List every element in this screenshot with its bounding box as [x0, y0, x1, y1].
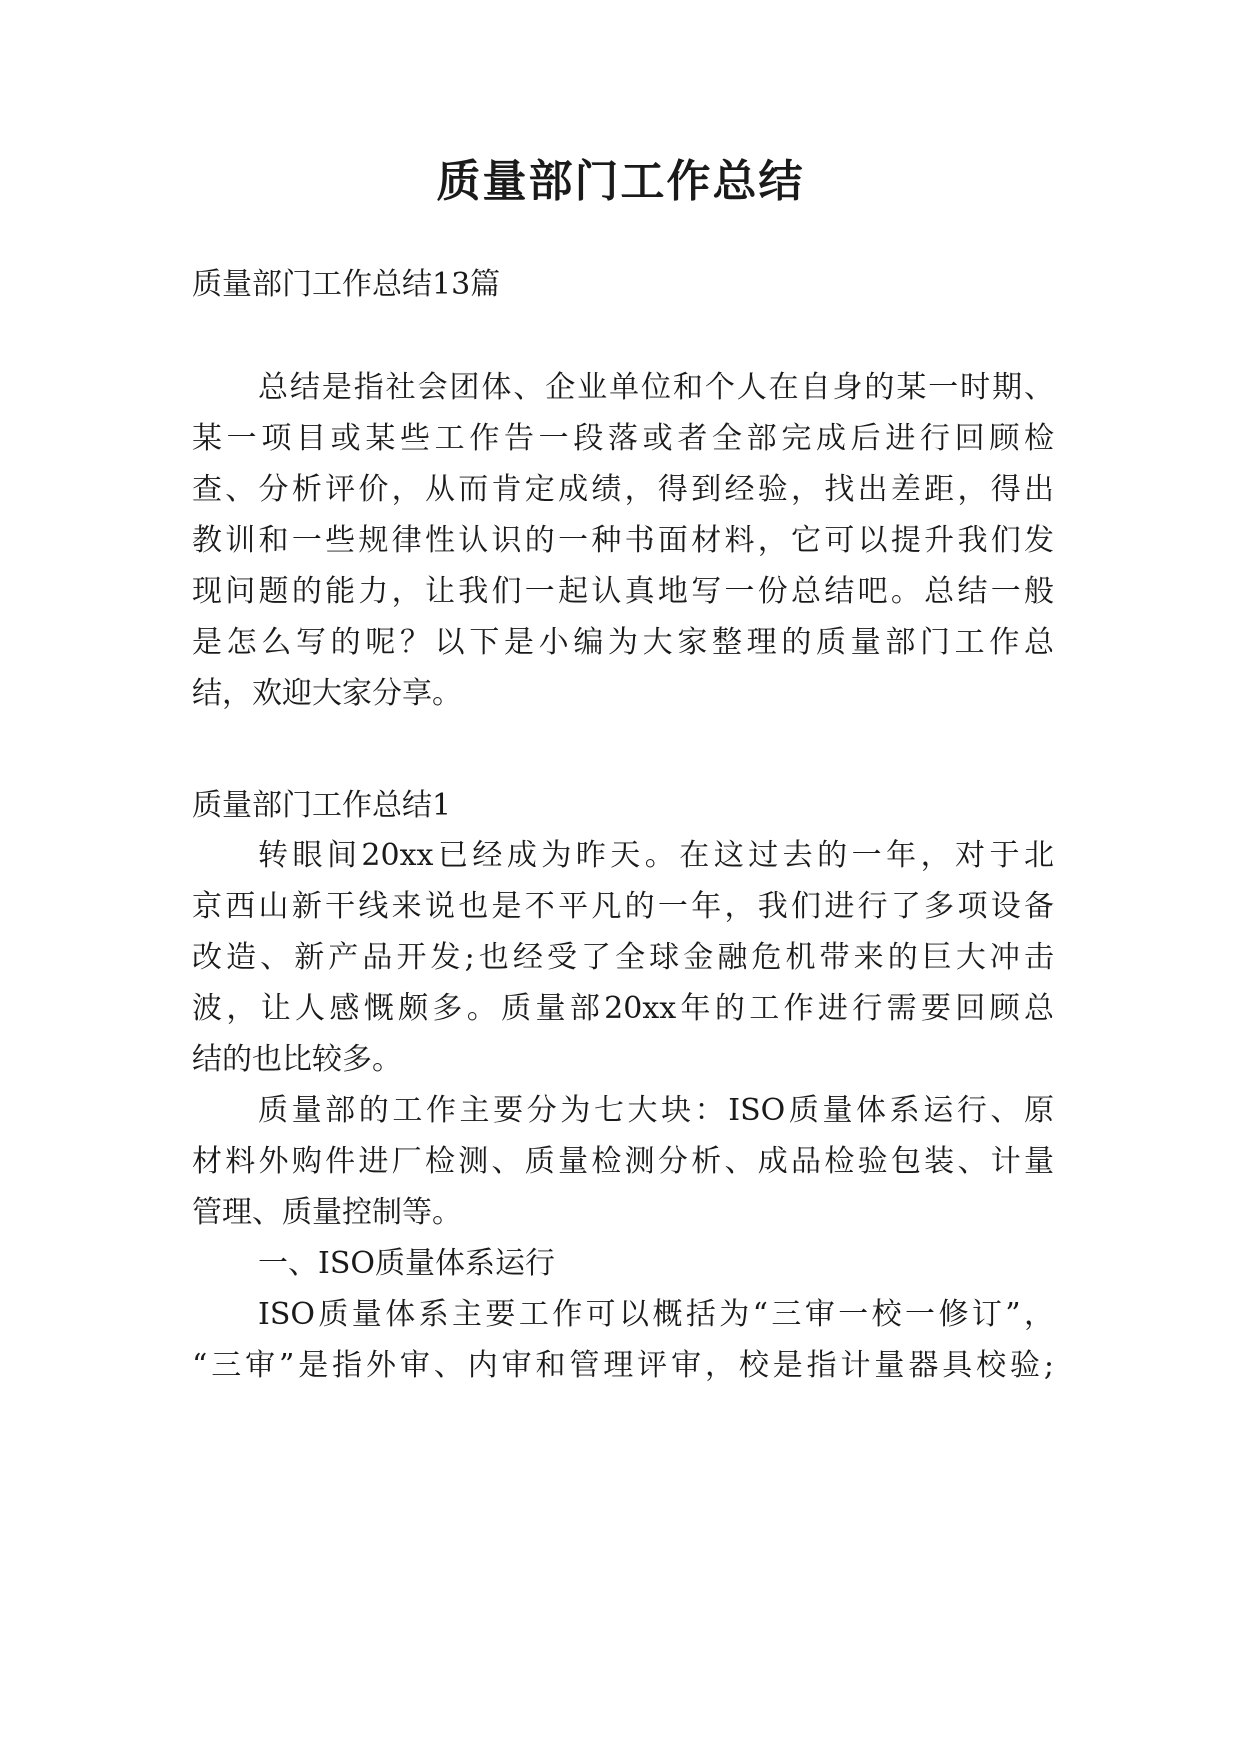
- document-subtitle: 质量部门工作总结13篇: [192, 267, 501, 302]
- paragraph-line: 京西山新干线来说也是不平凡的一年，我们进行了多项设备: [192, 889, 1054, 924]
- intro-line: 查、分析评价，从而肯定成绩，得到经验，找出差距，得出: [192, 472, 1054, 507]
- intro-line: 结，欢迎大家分享。: [192, 676, 462, 711]
- paragraph-line: 结的也比较多。: [192, 1042, 402, 1077]
- intro-line: 总结是指社会团体、企业单位和个人在自身的某一时期、: [258, 370, 1054, 405]
- paragraph-line: 管理、质量控制等。: [192, 1195, 462, 1230]
- paragraph-line: 波，让人感慨颇多。质量部20xx年的工作进行需要回顾总: [192, 991, 1054, 1026]
- intro-line: 现问题的能力，让我们一起认真地写一份总结吧。总结一般: [192, 574, 1054, 609]
- paragraph-line: 转眼间20xx已经成为昨天。在这过去的一年，对于北: [258, 838, 1054, 873]
- paragraph-line: 质量部的工作主要分为七大块：ISO质量体系运行、原: [258, 1093, 1054, 1128]
- intro-line: 教训和一些规律性认识的一种书面材料，它可以提升我们发: [192, 523, 1054, 558]
- intro-line: 是怎么写的呢？以下是小编为大家整理的质量部门工作总: [192, 625, 1054, 660]
- document-title: 质量部门工作总结: [436, 156, 805, 207]
- paragraph-line: ISO质量体系主要工作可以概括为“三审一校一修订”，: [258, 1297, 1054, 1332]
- sub-heading: 一、ISO质量体系运行: [258, 1246, 555, 1281]
- paragraph-line: “三审”是指外审、内审和管理评审，校是指计量器具校验;: [192, 1348, 1054, 1383]
- intro-line: 某一项目或某些工作告一段落或者全部完成后进行回顾检: [192, 421, 1054, 456]
- paragraph-line: 材料外购件进厂检测、质量检测分析、成品检验包装、计量: [192, 1144, 1054, 1179]
- paragraph-line: 改造、新产品开发;也经受了全球金融危机带来的巨大冲击: [192, 940, 1054, 975]
- section-heading: 质量部门工作总结1: [192, 788, 452, 823]
